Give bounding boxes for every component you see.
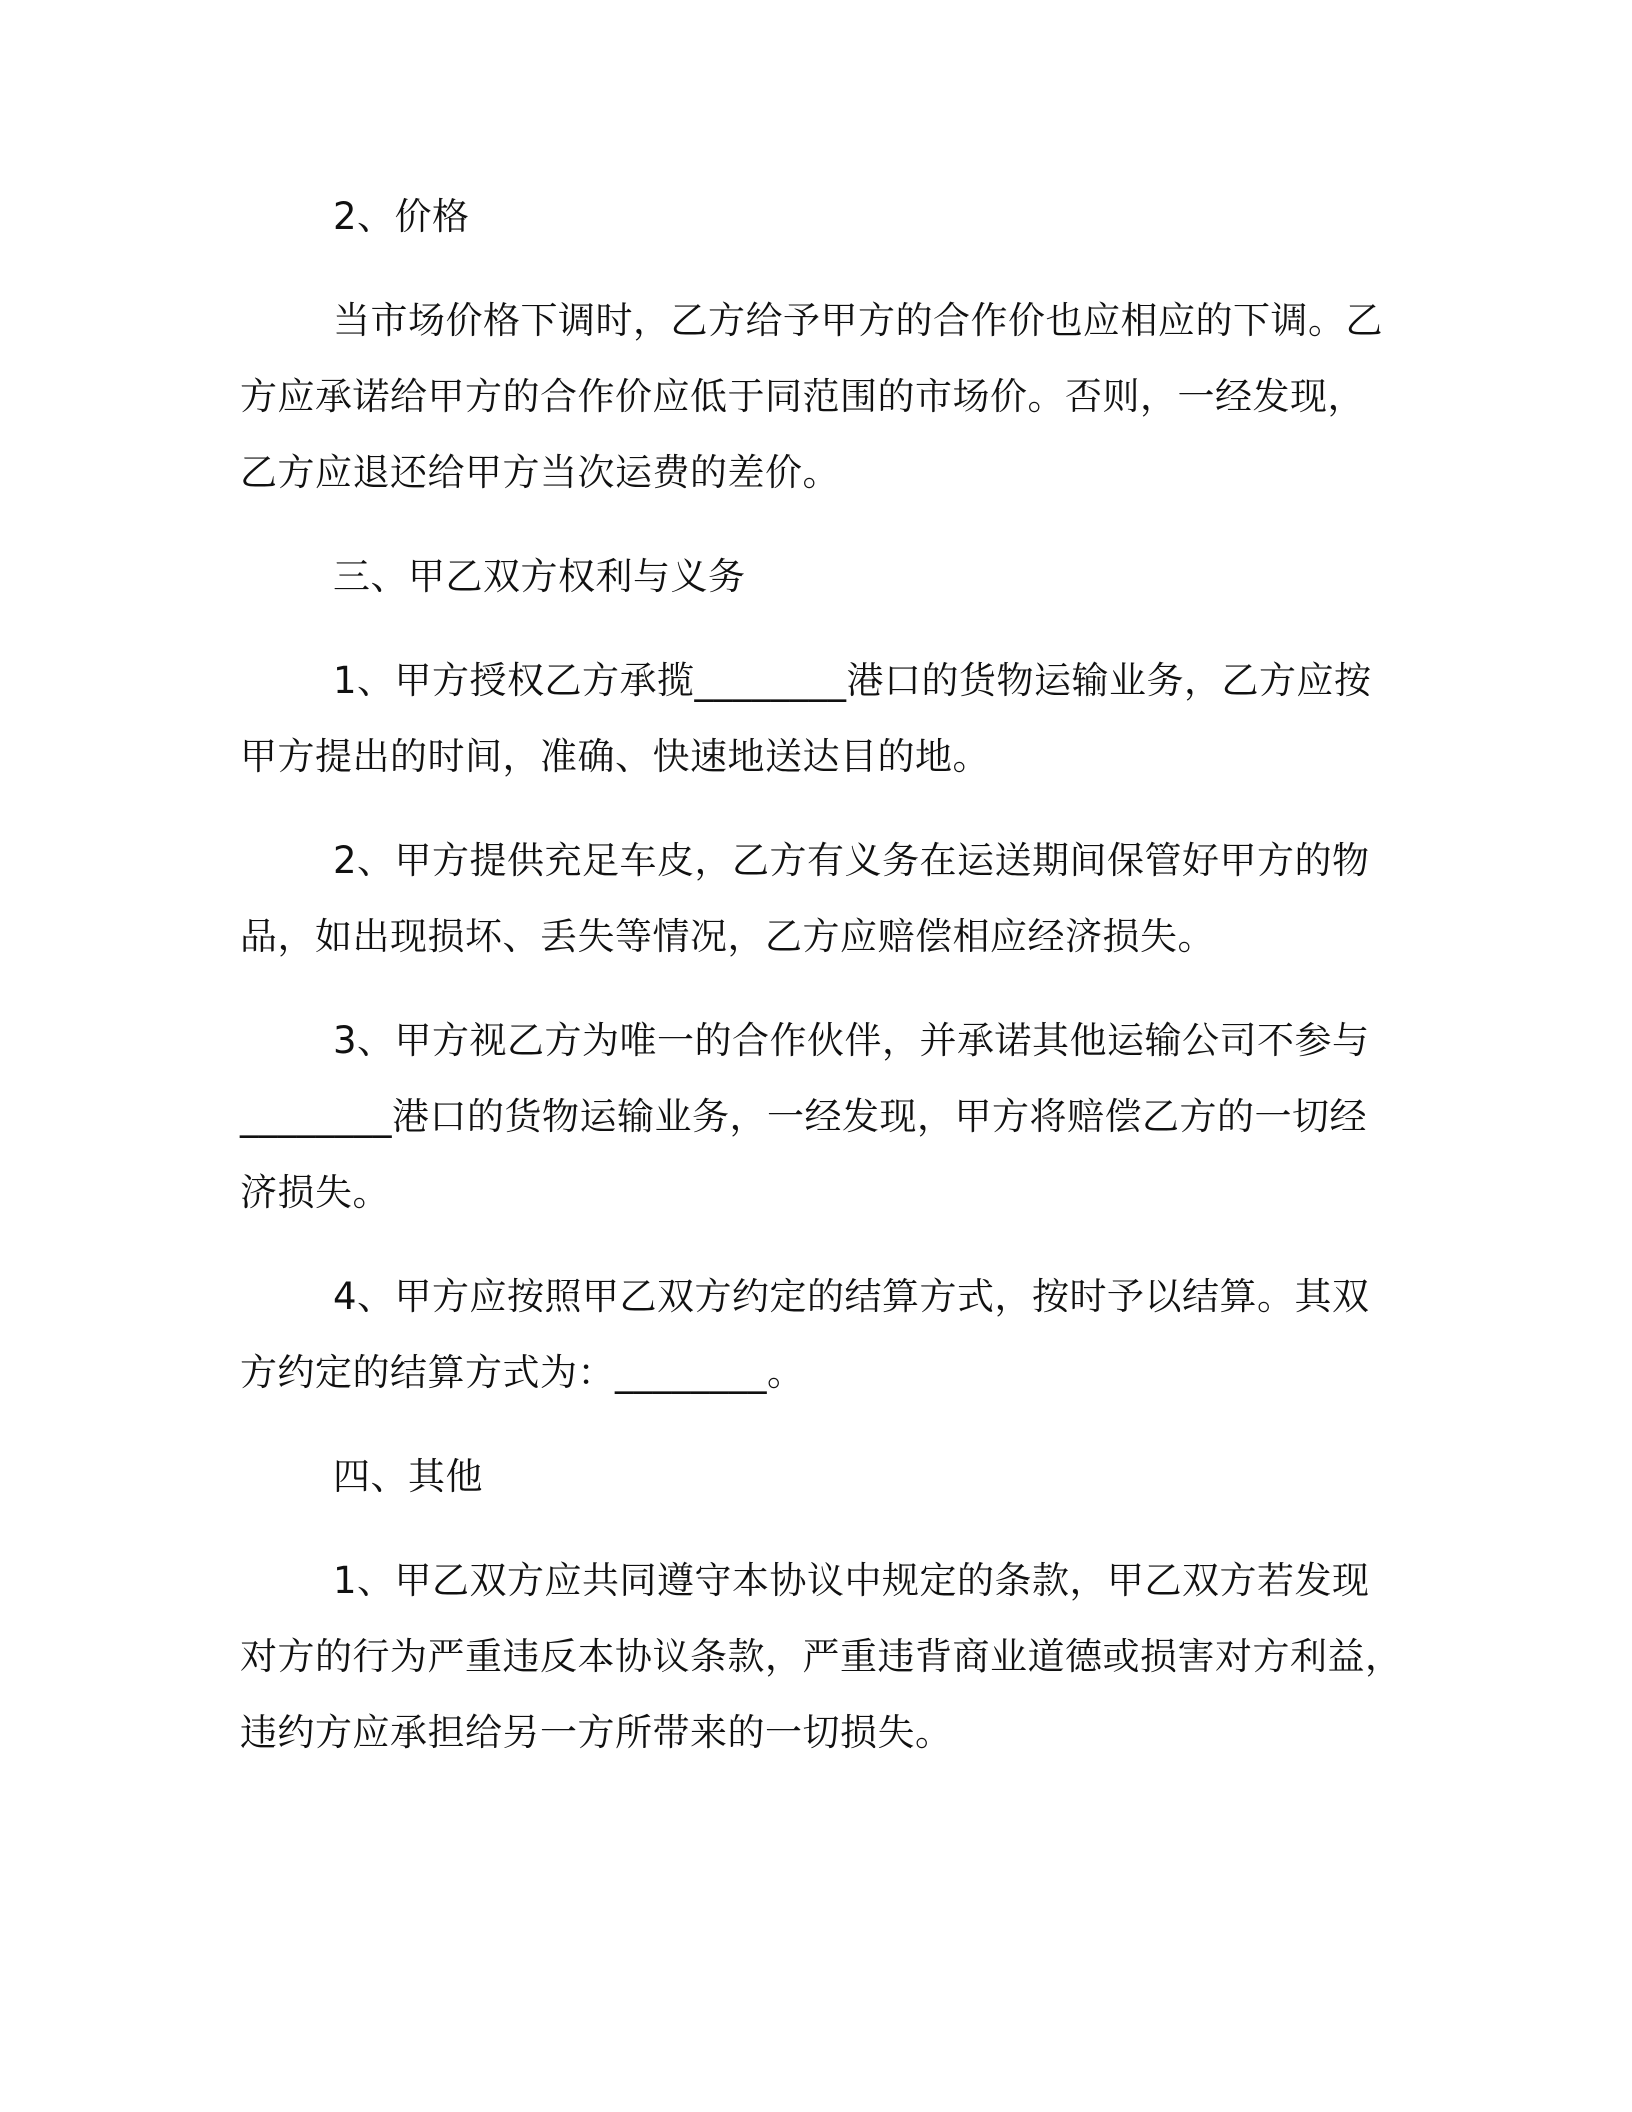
price-heading: 2、价格 (333, 195, 470, 238)
other-heading: 四、其他 (333, 1455, 483, 1498)
clause-paragraph-line: 济损失。 (240, 1171, 390, 1214)
clause-paragraph-line: 违约方应承担给另一方所带来的一切损失。 (240, 1711, 953, 1754)
clause-paragraph-line: 2、甲方提供充足车皮，乙方有义务在运送期间保管好甲方的物 (333, 839, 1370, 882)
clause-paragraph-line: 品，如出现损坏、丢失等情况，乙方应赔偿相应经济损失。 (240, 915, 1215, 958)
clause-paragraph-line: 1、甲方授权乙方承揽________港口的货物运输业务，乙方应按 (333, 659, 1372, 702)
price-paragraph-line: 乙方应退还给甲方当次运费的差价。 (240, 451, 840, 494)
clause-paragraph-line: 方约定的结算方式为：________。 (240, 1351, 805, 1394)
clause-paragraph-line: 对方的行为严重违反本协议条款，严重违背商业道德或损害对方利益， (240, 1635, 1403, 1678)
price-paragraph-line: 当市场价格下调时，乙方给予甲方的合作价也应相应的下调。乙 (333, 299, 1383, 342)
price-paragraph-line: 方应承诺给甲方的合作价应低于同范围的市场价。否则，一经发现， (240, 375, 1365, 418)
rights-obligations-heading: 三、甲乙双方权利与义务 (333, 555, 746, 598)
clause-paragraph-line: 4、甲方应按照甲乙双方约定的结算方式，按时予以结算。其双 (333, 1275, 1370, 1318)
clause-paragraph-line: ________港口的货物运输业务，一经发现，甲方将赔偿乙方的一切经 (240, 1095, 1367, 1138)
clause-paragraph-line: 1、甲乙双方应共同遵守本协议中规定的条款，甲乙双方若发现 (333, 1559, 1370, 1602)
clause-paragraph-line: 甲方提出的时间，准确、快速地送达目的地。 (240, 735, 990, 778)
clause-paragraph-line: 3、甲方视乙方为唯一的合作伙伴，并承诺其他运输公司不参与 (333, 1019, 1370, 1062)
